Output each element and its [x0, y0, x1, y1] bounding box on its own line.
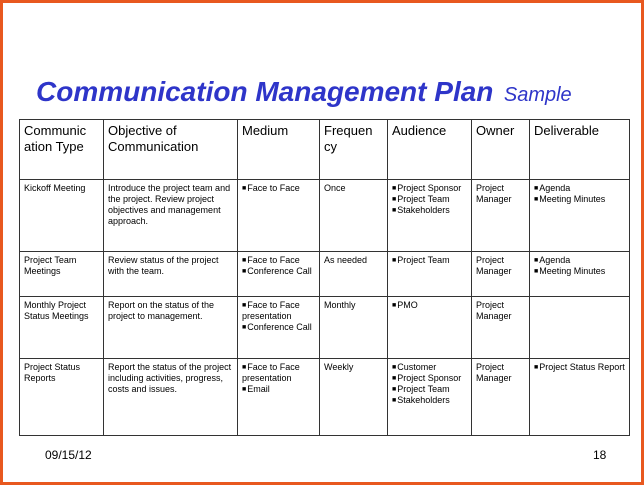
- bullet-icon: ■: [392, 257, 397, 264]
- deliverable-cell: [530, 180, 630, 252]
- table-row: [20, 297, 630, 359]
- audience-item: ■PMO: [392, 300, 418, 310]
- audience-item: ■Project Sponsor: [392, 373, 462, 383]
- bullet-icon: ■: [392, 397, 397, 404]
- title-main: Communication Management Plan: [36, 76, 494, 107]
- bullet-icon: ■: [534, 185, 539, 192]
- medium-item: ■Face to Face: [242, 183, 300, 193]
- owner-cell: Project Manager: [472, 359, 530, 436]
- medium-item: ■Email: [242, 384, 270, 394]
- bullet-icon: ■: [534, 196, 539, 203]
- type-cell: Project Status Reports: [20, 359, 104, 436]
- medium-item: ■Face to Face presentation: [242, 300, 300, 321]
- objective-cell: Review status of the project with the team.: [104, 252, 238, 297]
- audience-item: ■Stakeholders: [392, 395, 450, 405]
- medium-cell: [238, 252, 320, 297]
- medium-item: ■Face to Face: [242, 255, 300, 265]
- deliverable-cell: [530, 359, 630, 436]
- medium-cell: [238, 359, 320, 436]
- frequency-cell: Once: [320, 180, 388, 252]
- column-header: Owner: [472, 120, 530, 180]
- audience-cell: [388, 252, 472, 297]
- bullet-icon: ■: [392, 386, 397, 393]
- audience-item: ■Stakeholders: [392, 205, 450, 215]
- column-header: Medium: [238, 120, 320, 180]
- objective-cell: Introduce the project team and the project. Review project objectives and management approach.: [104, 180, 238, 252]
- bullet-icon: ■: [242, 324, 247, 331]
- audience-item: ■Project Team: [392, 255, 450, 265]
- bullet-icon: ■: [534, 268, 539, 275]
- bullet-icon: ■: [242, 257, 247, 264]
- title-sub: Sample: [503, 84, 572, 106]
- medium-item: ■Conference Call: [242, 266, 312, 276]
- bullet-icon: ■: [242, 185, 247, 192]
- bullet-icon: ■: [392, 196, 397, 203]
- bullet-icon: ■: [242, 386, 247, 393]
- bullet-icon: ■: [242, 302, 247, 309]
- column-header: Deliverable: [530, 120, 630, 180]
- audience-cell: [388, 180, 472, 252]
- table-row: [20, 180, 630, 252]
- type-cell: Monthly Project Status Meetings: [20, 297, 104, 359]
- deliverable-item: ■Agenda: [534, 183, 571, 193]
- column-header: Audience: [388, 120, 472, 180]
- column-header: Communic ation Type: [20, 120, 104, 180]
- bullet-icon: ■: [392, 185, 397, 192]
- bullet-icon: ■: [242, 364, 247, 371]
- bullet-icon: ■: [392, 375, 397, 382]
- deliverable-item: ■Meeting Minutes: [534, 194, 606, 204]
- bullet-icon: ■: [392, 207, 397, 214]
- frequency-cell: Monthly: [320, 297, 388, 359]
- type-cell: Kickoff Meeting: [20, 180, 104, 252]
- audience-item: ■Customer: [392, 362, 437, 372]
- deliverable-cell: [530, 252, 630, 297]
- objective-cell: Report on the status of the project to management.: [104, 297, 238, 359]
- owner-cell: Project Manager: [472, 297, 530, 359]
- bullet-icon: ■: [534, 257, 539, 264]
- medium-item: ■Conference Call: [242, 322, 312, 332]
- table-row: [20, 359, 630, 436]
- slide-title: [36, 76, 572, 108]
- audience-item: ■Project Sponsor: [392, 183, 462, 193]
- owner-cell: Project Manager: [472, 180, 530, 252]
- footer-date: 09/15/12: [45, 448, 92, 462]
- table-row: [20, 252, 630, 297]
- page-number: 18: [593, 448, 607, 462]
- type-cell: Project Team Meetings: [20, 252, 104, 297]
- objective-cell: Report the status of the project including activities, progress, costs and issues.: [104, 359, 238, 436]
- audience-cell: [388, 297, 472, 359]
- bullet-icon: ■: [242, 268, 247, 275]
- frequency-cell: Weekly: [320, 359, 388, 436]
- medium-item: ■Face to Face presentation: [242, 362, 300, 383]
- audience-cell: [388, 359, 472, 436]
- deliverable-item: ■Meeting Minutes: [534, 266, 606, 276]
- medium-cell: [238, 180, 320, 252]
- deliverable-item: ■Project Status Report: [534, 362, 625, 372]
- communication-plan-table: [19, 119, 630, 436]
- audience-item: ■Project Team: [392, 194, 450, 204]
- bullet-icon: ■: [392, 364, 397, 371]
- frequency-cell: As needed: [320, 252, 388, 297]
- column-header: Objective of Communication: [104, 120, 238, 180]
- audience-item: ■Project Team: [392, 384, 450, 394]
- owner-cell: Project Manager: [472, 252, 530, 297]
- bullet-icon: ■: [534, 364, 539, 371]
- table-header-row: [20, 120, 630, 180]
- medium-cell: [238, 297, 320, 359]
- column-header: Frequen cy: [320, 120, 388, 180]
- bullet-icon: ■: [392, 302, 397, 309]
- deliverable-cell: [530, 297, 630, 359]
- deliverable-item: ■Agenda: [534, 255, 571, 265]
